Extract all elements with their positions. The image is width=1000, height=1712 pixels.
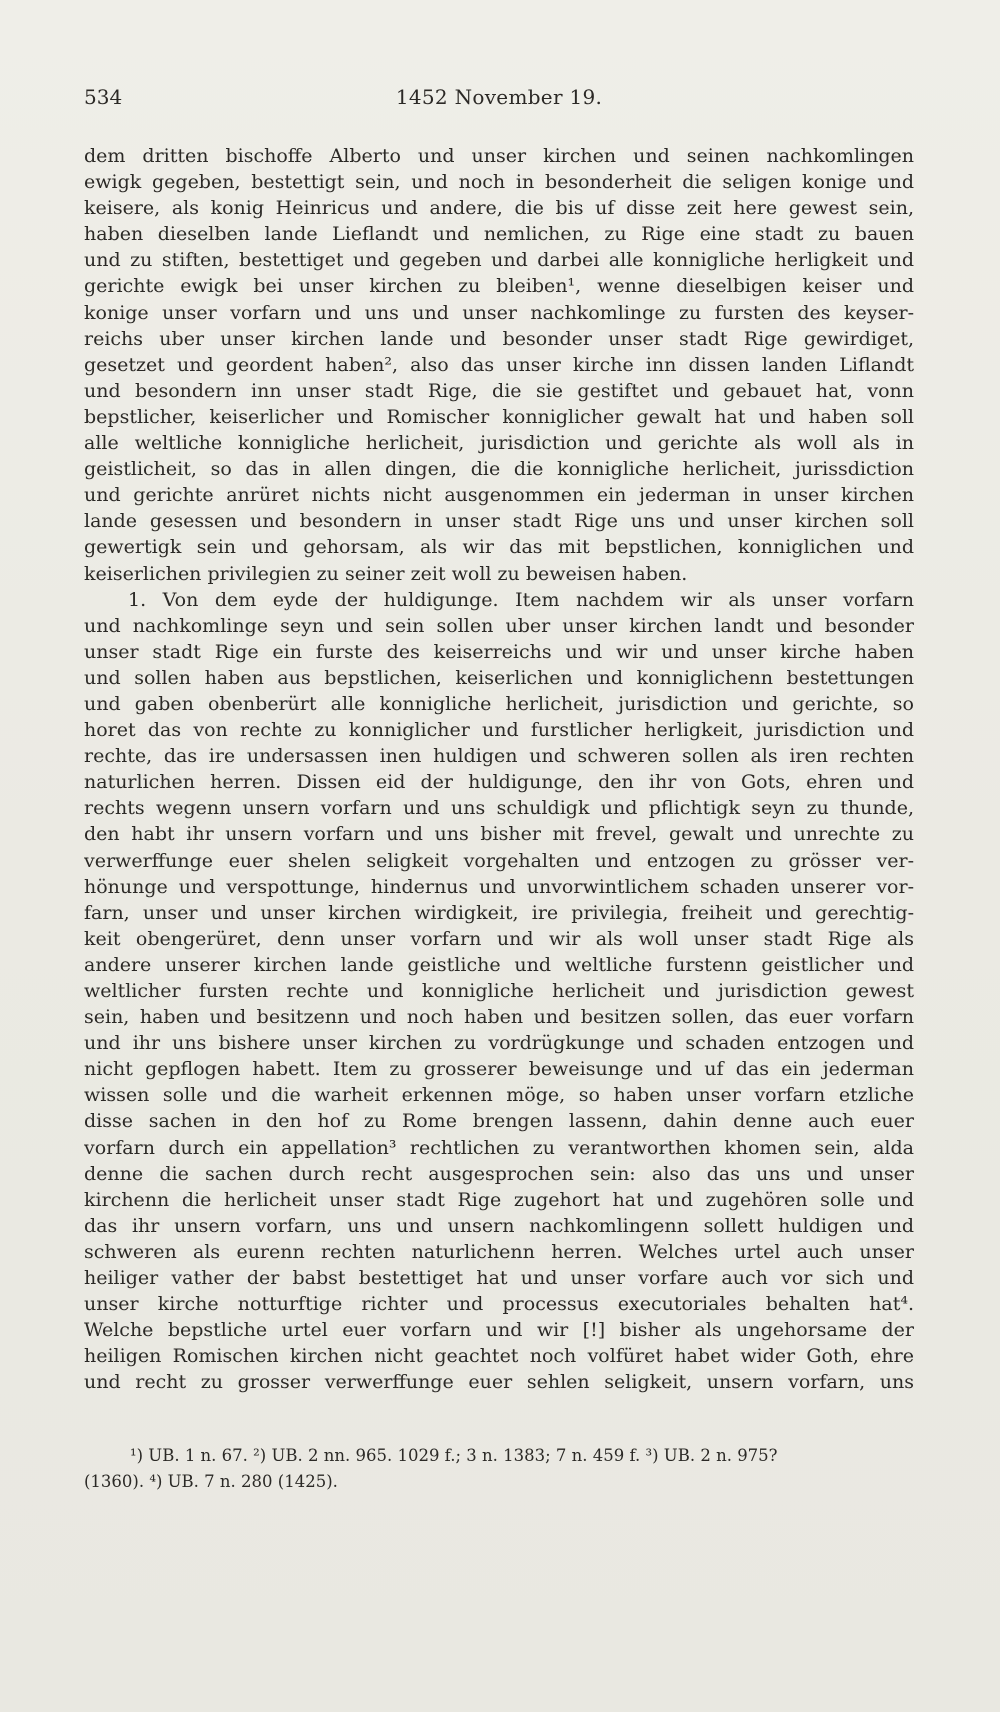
text-line: bepstlicher, keiserlicher und Romischer konniglicher gewalt hat und haben soll [84, 405, 914, 428]
text-line: verwerffunge euer shelen seligkeit vorgehalten und entzogen zu grösser ver- [84, 849, 914, 872]
text-line: keit obengerüret, denn unser vorfarn und wir als woll unser stadt Rige als [84, 927, 914, 950]
text-line: reichs uber unser kirchen lande und besonder unser stadt Rige gewirdiget, [84, 327, 914, 350]
text-line: alle weltliche konnigliche herlicheit, jurisdiction und gerichte als woll als in [84, 432, 914, 455]
text-line: und recht zu grosser verwerffunge euer sehlen seligkeit, unsern vorfarn, uns [84, 1371, 914, 1394]
text-line: heiliger vather der babst bestettiget hat und unser vorfare auch vor sich und [84, 1267, 914, 1290]
text-line: horet das von rechte zu konniglicher und furstlicher herligkeit, jurisdiction und [84, 719, 914, 742]
text-line: ewigk gegeben, bestettigt sein, und noch in besonderheit die seligen konige und [84, 171, 914, 194]
page-header [84, 84, 914, 110]
text-line: und sollen haben aus bepstlichen, keiserlichen und konniglichenn bestettungen [84, 666, 914, 689]
footnotes [84, 1443, 914, 1495]
footnote-line: (1360). ⁴) UB. 7 n. 280 (1425). [84, 1472, 338, 1491]
text-line: unser kirche notturftige richter und processus executoriales behalten hat⁴. [84, 1293, 914, 1316]
text-line: Welche bepstliche urtel euer vorfarn und wir [!] bisher als ungehorsame der [84, 1319, 914, 1342]
text-line: lande gesessen und besondern in unser stadt Rige uns und unser kirchen soll [84, 510, 914, 533]
text-line: und gerichte anrüret nichts nicht ausgenommen ein jederman in unser kirchen [84, 484, 914, 507]
text-line: heiligen Romischen kirchen nicht geachtet noch volfüret habet wider Goth, ehre [84, 1345, 914, 1368]
text-line: nicht gepflogen habett. Item zu grosserer beweisunge und uf das ein jederman [84, 1058, 914, 1081]
text-line: rechte, das ire undersassen inen huldigen und schweren sollen als iren rechten [84, 745, 914, 768]
text-line: denne die sachen durch recht ausgesprochen sein: also das uns und unser [84, 1162, 914, 1185]
text-line: farn, unser und unser kirchen wirdigkeit, ire privilegia, freiheit und gerechtig- [84, 901, 914, 924]
text-line: gesetzet und geordent haben², also das unser kirche inn dissen landen Liflandt [84, 353, 914, 376]
footnote-line: ¹) UB. 1 n. 67. ²) UB. 2 nn. 965. 1029 f.; 3 n. 1383; 7 n. 459 f. ³) UB. 2 n. 975? [130, 1446, 778, 1465]
text-line: und gaben obenberürt alle konnigliche herlicheit, jurisdiction und gerichte, so [84, 692, 914, 715]
section-heading-line: 1. Von dem eyde der huldigunge. Item nachdem wir als unser vorfarn [128, 588, 914, 611]
running-head-date: 1452 November 19. [395, 85, 603, 109]
text-line: konige unser vorfarn und uns und unser nachkomlinge zu fursten des keyser- [84, 301, 914, 324]
text-line: den habt ihr unsern vorfarn und uns bisher mit frevel, gewalt und unrechte zu [84, 823, 914, 846]
text-line: dem dritten bischoffe Alberto und unser kirchen und seinen nachkomlingen [84, 145, 914, 167]
text-line: und nachkomlinge seyn und sein sollen uber unser kirchen landt und besonder [84, 614, 914, 637]
page-number: 534 [84, 85, 123, 109]
text-line: unser stadt Rige ein furste des keiserreichs und wir und unser kirche haben [84, 640, 914, 663]
text-line: und besondern inn unser stadt Rige, die sie gestiftet und gebauet hat, vonn [84, 379, 914, 402]
text-line: wissen solle und die warheit erkennen möge, so haben unser vorfarn etzliche [84, 1084, 914, 1107]
text-line: keisere, als konig Heinricus und andere, die bis uf disse zeit here gewest sein, [84, 197, 914, 220]
text-line: das ihr unsern vorfarn, uns und unsern nachkomlingenn sollett huldigen und [84, 1214, 914, 1237]
text-line: weltlicher fursten rechte und konnigliche herlicheit und jurisdiction gewest [84, 980, 914, 1002]
text-line: naturlichen herren. Dissen eid der huldigunge, den ihr von Gots, ehren und [84, 771, 914, 794]
text-line: hönunge und verspottunge, hindernus und unvorwintlichem schaden unserer vor- [84, 875, 914, 898]
text-line: gewertigk sein und gehorsam, als wir das mit bepstlichen, konniglichen und [84, 536, 914, 559]
text-line: schweren als eurenn rechten naturlichenn herren. Welches urtel auch unser [84, 1240, 914, 1263]
text-line: gerichte ewigk bei unser kirchen zu bleiben¹, wenne dieselbigen keiser und [84, 275, 914, 298]
text-line: kirchenn die herlicheit unser stadt Rige zugehort hat und zugehören solle und [84, 1188, 914, 1211]
text-line: keiserlichen privilegien zu seiner zeit woll zu beweisen haben. [84, 562, 688, 585]
text-line: sein, haben und besitzenn und noch haben und besitzen sollen, das euer vorfarn [84, 1006, 914, 1029]
text-line: disse sachen in den hof zu Rome brengen lassenn, dahin denne auch euer [84, 1110, 914, 1133]
text-line: andere unserer kirchen lande geistliche und weltliche furstenn geistlicher und [84, 953, 914, 976]
text-line: haben dieselben lande Lieflandt und nemlichen, zu Rige eine stadt zu bauen [84, 223, 914, 246]
text-line: rechts wegenn unsern vorfarn und uns schuldigk und pflichtigk seyn zu thunde, [84, 797, 914, 820]
body-text [84, 143, 914, 1396]
text-line: geistlicheit, so das in allen dingen, die die konnigliche herlicheit, jurissdiction [84, 458, 914, 481]
text-line: vorfarn durch ein appellation³ rechtlichen zu verantworthen khomen sein, alda [84, 1136, 914, 1159]
text-line: und ihr uns bishere unser kirchen zu vordrügkunge und schaden entzogen und [84, 1032, 914, 1055]
text-line: und zu stiften, bestettiget und gegeben und darbei alle konnigliche herligkeit und [84, 249, 914, 272]
